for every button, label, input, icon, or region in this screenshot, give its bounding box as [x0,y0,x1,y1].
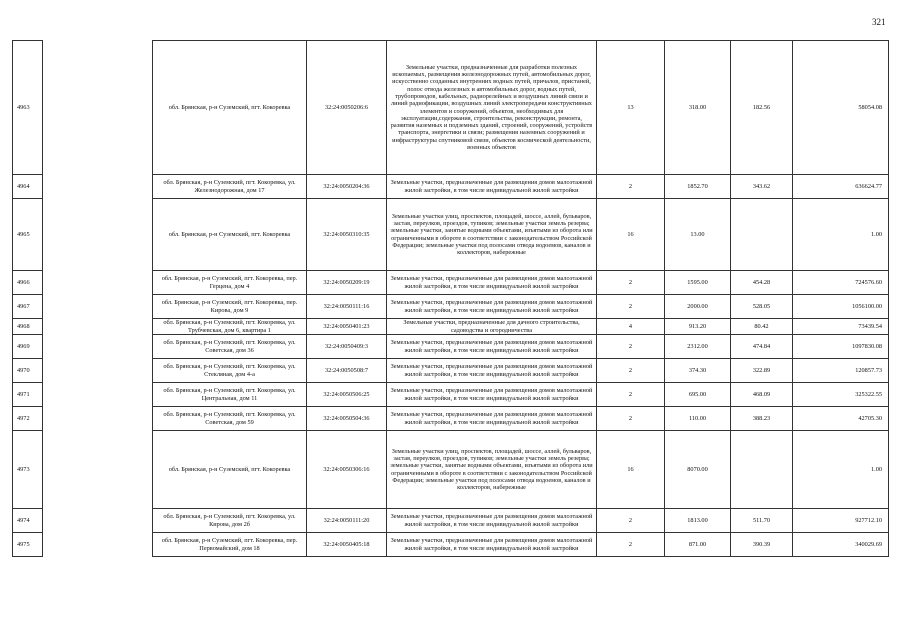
area-cell: 2000.00 [665,295,731,319]
spacer-cell [43,431,153,509]
land-purpose-cell: Земельные участки, предназначенные для размещения домов малоэтажной жилой застройки, в том числе индивидуальной жилой застройки [387,335,597,359]
group-cell: 16 [597,199,665,271]
row-number-cell: 4969 [13,335,43,359]
address-cell: обл. Брянская, р-н Суземский, пгт. Кокоревка, ул. Советская, дом 36 [153,335,307,359]
table-row [13,271,889,295]
land-purpose-cell: Земельные участки, предназначенные для размещения домов малоэтажной жилой застройки, в том числе индивидуальной жилой застройки [387,407,597,431]
group-cell: 2 [597,335,665,359]
area-cell: 1595.00 [665,271,731,295]
cadastral-number-cell: 32:24:0050306:16 [307,431,387,509]
land-purpose-cell: Земельные участки, предназначенные для размещения домов малоэтажной жилой застройки, в том числе индивидуальной жилой застройки [387,175,597,199]
land-purpose-cell: Земельные участки улиц, проспектов, площадей, шоссе, аллей, бульваров, застав, переулков, проездов, тупиков; земельные участки земель резерва; земельные участки, занятые водными объектами, изъятыми из оборота или ограниченными в обороте в соответствии с законодательством Российской Федерации; земельные участки под полосами отвода водоемов, каналов и коллекторов, набережные [387,199,597,271]
rate-cell: 468.09 [731,383,793,407]
rate-cell: 528.05 [731,295,793,319]
cadastral-value-cell: 724576.60 [793,271,889,295]
spacer-cell [43,407,153,431]
spacer-cell [43,271,153,295]
rate-cell: 80.42 [731,319,793,335]
row-number-cell: 4972 [13,407,43,431]
land-purpose-cell: Земельные участки, предназначенные для размещения домов малоэтажной жилой застройки, в том числе индивидуальной жилой застройки [387,509,597,533]
land-purpose-cell: Земельные участки, предназначенные для дачного строительства, садоводства и огородничества [387,319,597,335]
land-purpose-cell: Земельные участки, предназначенные для размещения домов малоэтажной жилой застройки, в том числе индивидуальной жилой застройки [387,271,597,295]
rate-cell: 322.89 [731,359,793,383]
group-cell: 2 [597,295,665,319]
cadastral-value-cell: 42705.30 [793,407,889,431]
row-number-cell: 4968 [13,319,43,335]
address-cell: обл. Брянская, р-н Суземский, пгт. Кокоревка, ул. Советская, дом 59 [153,407,307,431]
spacer-cell [43,199,153,271]
row-number-cell: 4975 [13,533,43,557]
cadastral-number-cell: 32:24:0050111:16 [307,295,387,319]
land-purpose-cell: Земельные участки улиц, проспектов, площадей, шоссе, аллей, бульваров, застав, переулков, проездов, тупиков; земельные участки земель резерва; земельные участки, занятые водными объектами, изъятыми из оборота или ограниченными в обороте в соответствии с законодательством Российской Федерации; земельные участки под полосами отвода водоемов, каналов и коллекторов, набережные [387,431,597,509]
table-row [13,335,889,359]
group-cell: 4 [597,319,665,335]
land-registry-table [12,40,889,557]
group-cell: 2 [597,383,665,407]
rate-cell: 511.70 [731,509,793,533]
table-row [13,383,889,407]
row-number-cell: 4973 [13,431,43,509]
area-cell: 913.20 [665,319,731,335]
row-number-cell: 4965 [13,199,43,271]
row-number-cell: 4964 [13,175,43,199]
table-row [13,431,889,509]
spacer-cell [43,359,153,383]
area-cell: 374.30 [665,359,731,383]
address-cell: обл. Брянская, р-н Суземский, пгт. Кокоревка, ул. Центральная, дом 11 [153,383,307,407]
group-cell: 2 [597,407,665,431]
spacer-cell [43,175,153,199]
area-cell: 695.00 [665,383,731,407]
area-cell: 318.00 [665,41,731,175]
cadastral-number-cell: 32:24:0050206:6 [307,41,387,175]
land-purpose-cell: Земельные участки, предназначенные для размещения домов малоэтажной жилой застройки, в том числе индивидуальной жилой застройки [387,295,597,319]
land-purpose-cell: Земельные участки, предназначенные для размещения домов малоэтажной жилой застройки, в том числе индивидуальной жилой застройки [387,533,597,557]
row-number-cell: 4967 [13,295,43,319]
group-cell: 13 [597,41,665,175]
table-row [13,175,889,199]
area-cell: 13.00 [665,199,731,271]
spacer-cell [43,335,153,359]
cadastral-number-cell: 32:24:0050111:20 [307,509,387,533]
group-cell: 2 [597,509,665,533]
table-row [13,407,889,431]
land-purpose-cell: Земельные участки, предназначенные для размещения домов малоэтажной жилой застройки, в том числе индивидуальной жилой застройки [387,383,597,407]
group-cell: 2 [597,175,665,199]
row-number-cell: 4966 [13,271,43,295]
cadastral-value-cell: 1.00 [793,199,889,271]
cadastral-value-cell: 1097830.08 [793,335,889,359]
rate-cell: 474.84 [731,335,793,359]
cadastral-number-cell: 32:24:0050405:18 [307,533,387,557]
address-cell: обл. Брянская, р-н Суземский, пгт. Кокоревка, ул. Стекляная, дом 4-а [153,359,307,383]
table-row [13,319,889,335]
address-cell: обл. Брянская, р-н Суземский, пгт. Кокоревка [153,431,307,509]
table-row [13,295,889,319]
spacer-cell [43,383,153,407]
group-cell: 2 [597,359,665,383]
land-purpose-cell: Земельные участки, предназначенные для размещения домов малоэтажной жилой застройки, в том числе индивидуальной жилой застройки [387,359,597,383]
area-cell: 871.00 [665,533,731,557]
address-cell: обл. Брянская, р-н Суземский, пгт. Кокоревка, ул. Кирова, дом 2б [153,509,307,533]
area-cell: 2312.00 [665,335,731,359]
area-cell: 110.00 [665,407,731,431]
address-cell: обл. Брянская, р-н Суземский, пгт. Кокоревка [153,199,307,271]
area-cell: 1813.00 [665,509,731,533]
cadastral-number-cell: 32:24:0050204:36 [307,175,387,199]
cadastral-value-cell: 58054.08 [793,41,889,175]
address-cell: обл. Брянская, р-н Суземский, пгт. Кокоревка, пер. Герцена, дом 4 [153,271,307,295]
cadastral-number-cell: 32:24:0050401:23 [307,319,387,335]
cadastral-number-cell: 32:24:0050504:36 [307,407,387,431]
cadastral-number-cell: 32:24:0050508:7 [307,359,387,383]
spacer-cell [43,295,153,319]
land-purpose-cell: Земельные участки, предназначенные для разработки полезных ископаемых, размещения железнодорожных путей, автомобильных дорог, искусственно созданных внутренних водных путей, причалов, пристаней, полос отвода железных и автомобильных дорог, водных путей, трубопроводов, кабельных, радиорелейных и воздушных линий связи и линий радиофикации, воздушных линий электропередачи конструктивных элементов и сооружений, объектов, необходимых для эксплуатации,содержания, строительства, реконструкции, ремонта, развития наземных и подземных зданий, строений, сооружений, устройств транспорта, энергетики и связи; размещения наземных сооружений и инфраструктуры спутниковой связи, объектов космической деятельности, военных объектов [387,41,597,175]
address-cell: обл. Брянская, р-н Суземский, пгт. Кокоревка, ул. Железнодорожная, дом 17 [153,175,307,199]
cadastral-value-cell: 340029.69 [793,533,889,557]
cadastral-value-cell: 927712.10 [793,509,889,533]
row-number-cell: 4974 [13,509,43,533]
group-cell: 16 [597,431,665,509]
rate-cell [731,199,793,271]
rate-cell: 388.23 [731,407,793,431]
cadastral-value-cell: 636624.77 [793,175,889,199]
group-cell: 2 [597,533,665,557]
table-row [13,359,889,383]
address-cell: обл. Брянская, р-н Суземский, пгт. Кокоревка, пер. Кирова, дом 9 [153,295,307,319]
row-number-cell: 4970 [13,359,43,383]
area-cell: 8070.00 [665,431,731,509]
address-cell: обл. Брянская, р-н Суземский, пгт. Кокоревка [153,41,307,175]
spacer-cell [43,41,153,175]
cadastral-value-cell: 325322.55 [793,383,889,407]
table-row [13,41,889,175]
cadastral-number-cell: 32:24:0050506:25 [307,383,387,407]
row-number-cell: 4963 [13,41,43,175]
spacer-cell [43,509,153,533]
address-cell: обл. Брянская, р-н Суземский, пгт. Кокоревка, пер. Первомайский, дом 18 [153,533,307,557]
area-cell: 1852.70 [665,175,731,199]
spacer-cell [43,533,153,557]
rate-cell: 182.56 [731,41,793,175]
group-cell: 2 [597,271,665,295]
cadastral-number-cell: 32:24:0050409:3 [307,335,387,359]
rate-cell: 343.62 [731,175,793,199]
table-row [13,533,889,557]
table-row [13,199,889,271]
table-row [13,509,889,533]
page-number: 321 [872,17,886,27]
address-cell: обл. Брянская, р-н Суземский, пгт. Кокоревка, ул. Трубчевская, дом 6, квартира 1 [153,319,307,335]
cadastral-value-cell: 1056100.00 [793,295,889,319]
spacer-cell [43,319,153,335]
cadastral-value-cell: 1.00 [793,431,889,509]
cadastral-value-cell: 120857.73 [793,359,889,383]
table-body [13,41,889,557]
rate-cell [731,431,793,509]
cadastral-number-cell: 32:24:0050209:19 [307,271,387,295]
cadastral-number-cell: 32:24:0050310:35 [307,199,387,271]
cadastral-value-cell: 73439.54 [793,319,889,335]
rate-cell: 454.28 [731,271,793,295]
rate-cell: 390.39 [731,533,793,557]
row-number-cell: 4971 [13,383,43,407]
